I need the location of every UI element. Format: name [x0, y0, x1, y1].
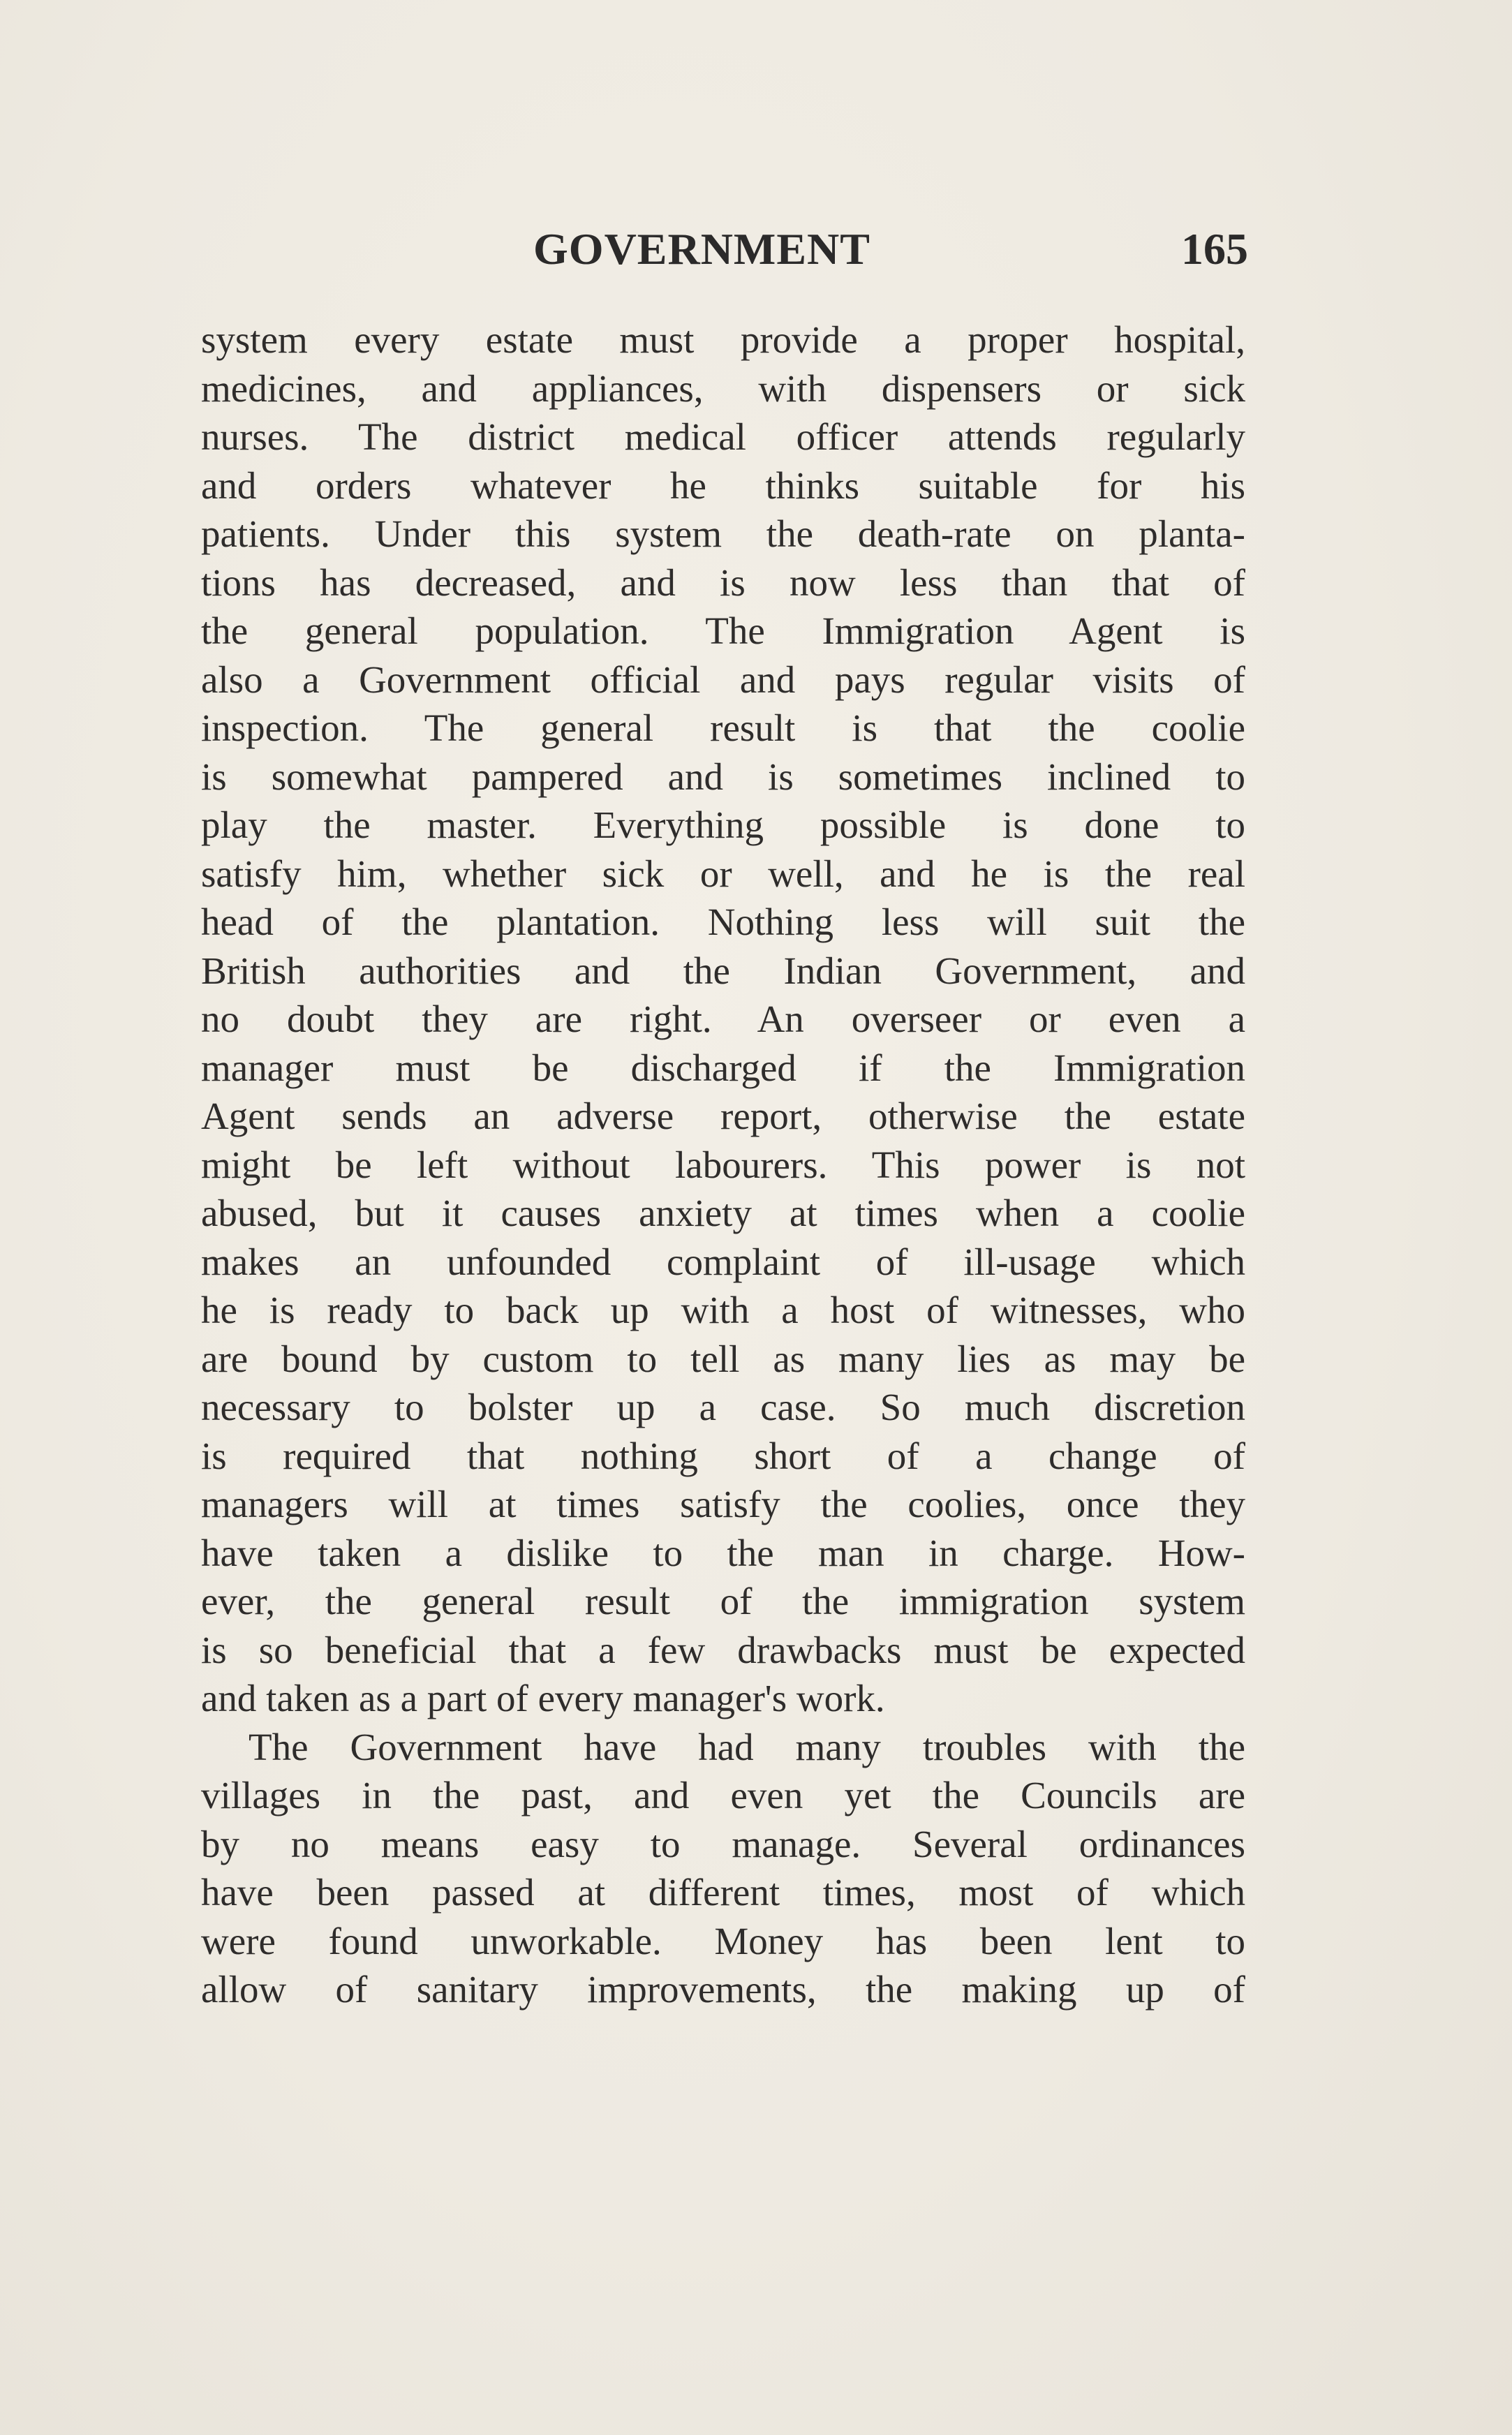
- paragraph-2: [201, 1723, 1245, 2014]
- text-line: patients. Under this system the death-rate on planta-: [201, 512, 1245, 555]
- text-line: is so beneficial that a few drawbacks must be expected: [201, 1628, 1245, 1671]
- body-text: [201, 316, 1245, 2014]
- text-line: by no means easy to manage. Several ordinances: [201, 1822, 1245, 1865]
- text-line: are bound by custom to tell as many lies as may be: [201, 1337, 1245, 1380]
- page-number: 165: [1181, 224, 1248, 274]
- text-line: head of the plantation. Nothing less will suit the: [201, 901, 1245, 943]
- text-line: tions has decreased, and is now less than that of: [201, 561, 1245, 604]
- text-line: is required that nothing short of a change of: [201, 1434, 1245, 1477]
- text-line: and orders whatever he thinks suitable for his: [201, 464, 1245, 507]
- text-line: villages in the past, and even yet the Councils are: [201, 1774, 1245, 1816]
- text-line: satisfy him, whether sick or well, and he is the real: [201, 852, 1245, 895]
- text-line: British authorities and the Indian Government, and: [201, 949, 1245, 992]
- text-line: inspection. The general result is that the coolie: [201, 706, 1245, 749]
- text-line: abused, but it causes anxiety at times when a coolie: [201, 1192, 1245, 1234]
- text-line: the general population. The Immigration Agent is: [201, 609, 1245, 652]
- text-line: might be left without labourers. This power is not: [201, 1143, 1245, 1186]
- text-line: have taken a dislike to the man in charge. How-: [201, 1531, 1245, 1574]
- text-line: he is ready to back up with a host of witnesses, who: [201, 1289, 1245, 1331]
- text-line: makes an unfounded complaint of ill-usage which: [201, 1240, 1245, 1283]
- text-line: managers will at times satisfy the coolies, once they: [201, 1483, 1245, 1525]
- text-line: is somewhat pampered and is sometimes inclined to: [201, 755, 1245, 798]
- text-line: Agent sends an adverse report, otherwise the estate: [201, 1095, 1245, 1137]
- text-line: were found unworkable. Money has been lent to: [201, 1919, 1245, 1962]
- running-title: GOVERNMENT: [533, 224, 870, 274]
- text-line: and taken as a part of every manager's work.: [201, 1677, 885, 1719]
- text-line: allow of sanitary improvements, the making up of: [201, 1968, 1245, 2011]
- text-line: ever, the general result of the immigration system: [201, 1580, 1245, 1622]
- text-line: manager must be discharged if the Immigration: [201, 1046, 1245, 1089]
- text-line: The Government have had many troubles with the: [249, 1725, 1245, 1768]
- text-line: have been passed at different times, most of which: [201, 1871, 1245, 1914]
- text-line: play the master. Everything possible is done to: [201, 804, 1245, 846]
- text-line: necessary to bolster up a case. So much discretion: [201, 1386, 1245, 1428]
- text-line: nurses. The district medical officer attends regularly: [201, 415, 1245, 458]
- paragraph-1: [201, 316, 1245, 1723]
- text-line: system every estate must provide a proper hospital,: [201, 318, 1245, 361]
- text-line: no doubt they are right. An overseer or even a: [201, 998, 1245, 1040]
- text-line: medicines, and appliances, with dispensers or sick: [201, 367, 1245, 410]
- running-head: [201, 223, 1248, 286]
- text-line: also a Government official and pays regular visits of: [201, 658, 1245, 701]
